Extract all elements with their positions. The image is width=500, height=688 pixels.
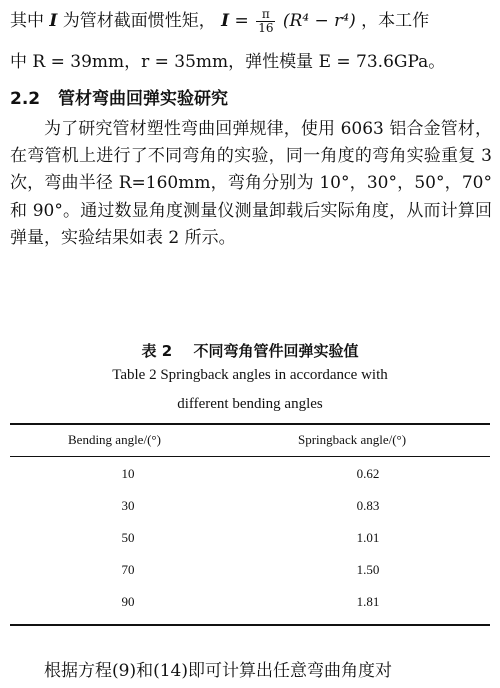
table-cell-springback: 0.62 [356,466,380,481]
table-caption-cn [0,340,500,361]
equals-sign: = [234,11,255,31]
table-cell-bending: 30 [121,498,135,513]
text-line-2 [10,47,500,72]
table-header-springback: Springback angle/(°) [298,432,407,447]
table-cell-bending: 50 [121,530,135,545]
formula-parenthesis: (R⁴ − r⁴) [282,11,356,31]
table-caption-en-1: Table 2 Springback angles in accordance with [112,367,388,383]
text-line-1 [10,6,500,35]
text-suffix: ，本工作 [361,11,430,31]
section-number: 2.2 [10,89,41,109]
section-title: 管材弯曲回弹实验研究 [58,89,229,109]
table-caption-en-2: different bending angles [177,396,323,412]
table-header-rule [10,456,490,457]
text-bottom-content: 根据方程(9)和(14)即可计算出任意弯曲角度对 [44,661,392,681]
fraction-denominator: 16 [258,21,274,35]
text-prefix: 其中 [10,11,44,31]
table-top-rule [10,423,490,425]
text-middle: 为管材截面惯性矩， [62,11,216,31]
text-bottom-line [44,656,500,681]
table-caption-title: 不同弯角管件回弹实验值 [193,342,359,360]
symbol-I: I [49,11,58,31]
table-cell-bending: 90 [121,594,135,609]
table-header-bending: Bending angle/(°) [68,432,161,447]
table-caption-label: 表 2 [141,342,173,360]
table-cell-bending: 10 [121,466,135,481]
table-cell-springback: 1.50 [356,562,380,577]
table-bottom-rule [10,624,490,626]
table-cell-springback: 1.01 [356,530,380,545]
table-cell-springback: 1.81 [356,594,380,609]
text-line-2-content: 中 R = 39mm，r = 35mm，弹性模量 E = 73.6GPa。 [10,52,446,72]
table-cell-bending: 70 [121,562,135,577]
formula-fraction [256,8,275,35]
symbol-I-2: I [221,11,230,31]
fraction-numerator: π [256,8,275,22]
section-heading [10,84,228,109]
body-paragraph: 为了研究管材塑性弯曲回弹规律，使用 6063 铝合金管材，在弯管机上进行了不同弯角的实验，同一角度的弯角实验重复 3 次，弯曲半径 R=160mm，弯角分别为 10°，30°，50°，70°和 90°。通过数显角度测量仪测量卸载后实际角度，从而计算回弹量，实验结果如表 2 所示。 [10,119,492,248]
table-cell-springback: 0.83 [356,498,380,513]
